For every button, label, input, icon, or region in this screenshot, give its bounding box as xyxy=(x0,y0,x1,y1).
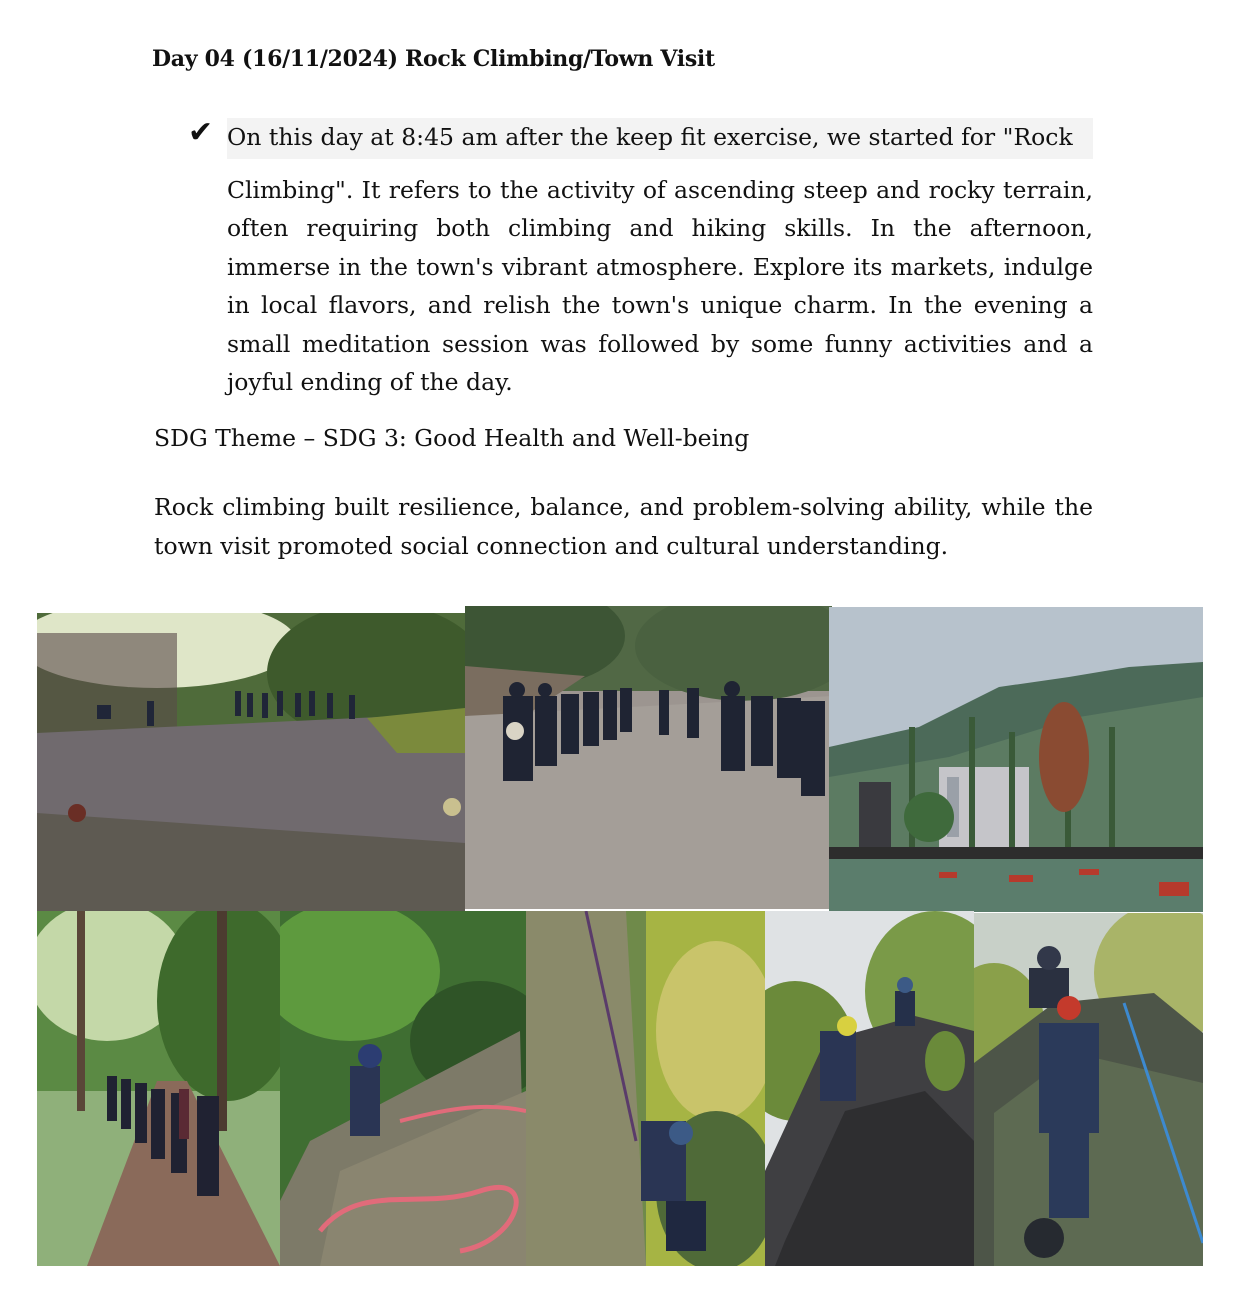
photo-rock-climber-rope xyxy=(280,911,526,1266)
photo-climbers-dark-rock xyxy=(765,911,974,1266)
photo-climber-boulder xyxy=(974,913,1203,1266)
photo-climber-mossy-wall xyxy=(526,911,765,1266)
bullet-paragraph xyxy=(227,118,1093,402)
photo-exercise-ground xyxy=(37,613,465,911)
checkmark-icon: ✔ xyxy=(188,115,214,150)
page-heading: Day 04 (16/11/2024) Rock Climbing/Town Visit xyxy=(152,46,715,72)
photo-lake-town xyxy=(829,607,1203,912)
bullet-first-line: On this day at 8:45 am after the keep fit exercise, we started for "Rock xyxy=(227,118,1093,159)
photo-keep-fit-exercise xyxy=(465,606,832,909)
bullet-body: Climbing". It refers to the activity of ascending steep and rocky terrain, often requiring both climbing and hiking skills. In the afternoon, immerse in the town's vibrant atmosphere. Explore its markets, indulge in local flavors, and relish the town's unique charm. In the evening a small meditation session was followed by some funny activities and a joyful ending of the day. xyxy=(227,175,1093,396)
summary-paragraph: Rock climbing built resilience, balance, and problem-solving ability, while the town visit promoted social connection and cultural understanding. xyxy=(154,493,1093,560)
photo-forest-walk xyxy=(37,911,280,1266)
sdg-theme: SDG Theme – SDG 3: Good Health and Well-being xyxy=(154,424,750,452)
